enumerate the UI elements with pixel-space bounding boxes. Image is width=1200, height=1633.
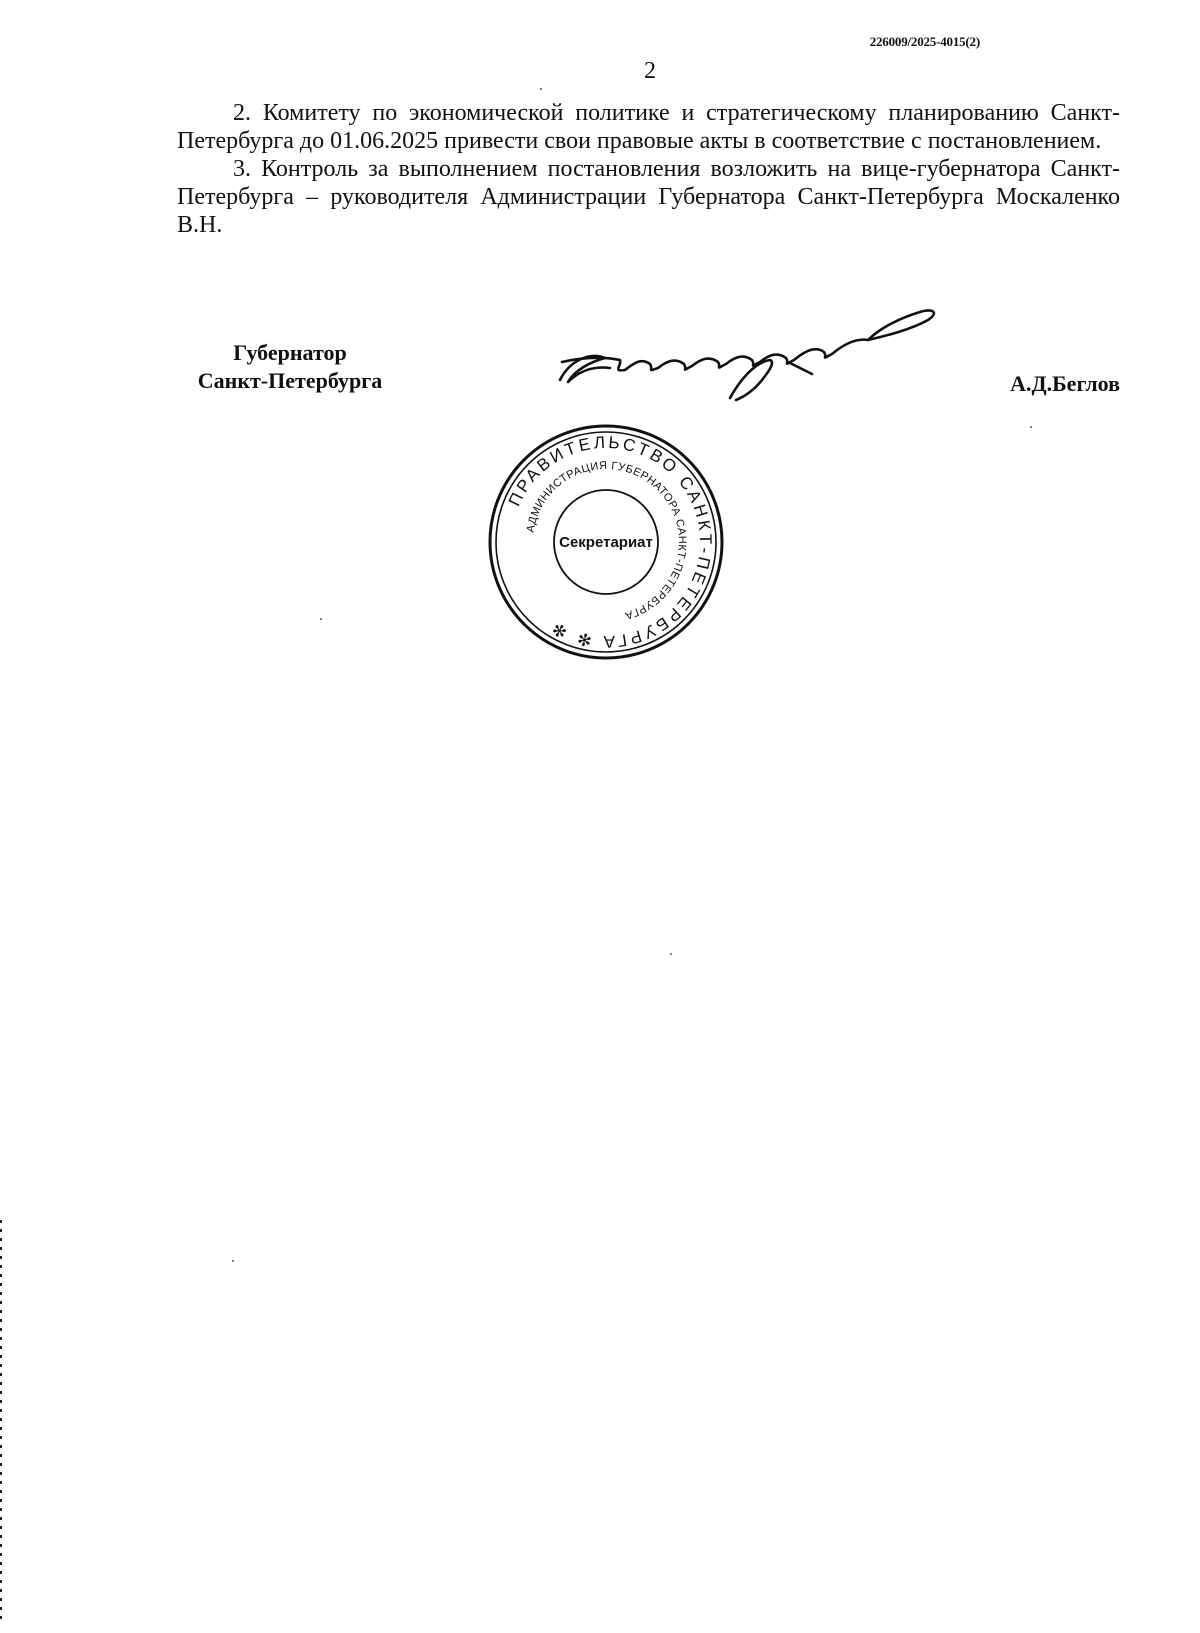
- signatory-title-line2: Санкт-Петербурга: [197, 368, 383, 393]
- scan-speck: [670, 953, 672, 955]
- seal-center-text: Секретариат: [559, 534, 653, 551]
- official-seal: [487, 423, 725, 661]
- handwritten-signature: [550, 300, 940, 410]
- signatory-title: [160, 339, 420, 395]
- signatory-title-line1: Губернатор: [233, 340, 347, 365]
- paragraph-2: 2. Комитету по экономической политике и стратегическому планированию Санкт-Петербурга до 01.06.2025 привести свои правовые акты в соответствие с постановлением.: [177, 100, 1120, 154]
- scan-edge-artifact: [0, 1220, 2, 1620]
- signatory-name: А.Д.Беглов: [1010, 371, 1120, 396]
- scan-speck: [232, 1260, 234, 1262]
- document-body: [177, 99, 1120, 239]
- scan-speck: [1030, 426, 1032, 428]
- seal-inner-text: АДМИНИСТРАЦИЯ ГУБЕРНАТОРА САНКТ-ПЕТЕРБУРГА: [524, 459, 689, 622]
- paragraph-3: 3. Контроль за выполнением постановления возложить на вице-губернатора Санкт-Петербурга – руководителя Администрации Губернатора Санкт-Петербурга Москаленко В.Н.: [177, 156, 1120, 238]
- document-registration-number: 226009/2025-4015(2): [869, 34, 980, 49]
- seal-outer-text: ПРАВИТЕЛЬСТВО САНКТ-ПЕТЕРБУРГА ✻ ✻: [504, 432, 716, 652]
- page-number: 2: [644, 58, 656, 84]
- scan-speck: [320, 618, 322, 620]
- scan-speck: [540, 88, 542, 90]
